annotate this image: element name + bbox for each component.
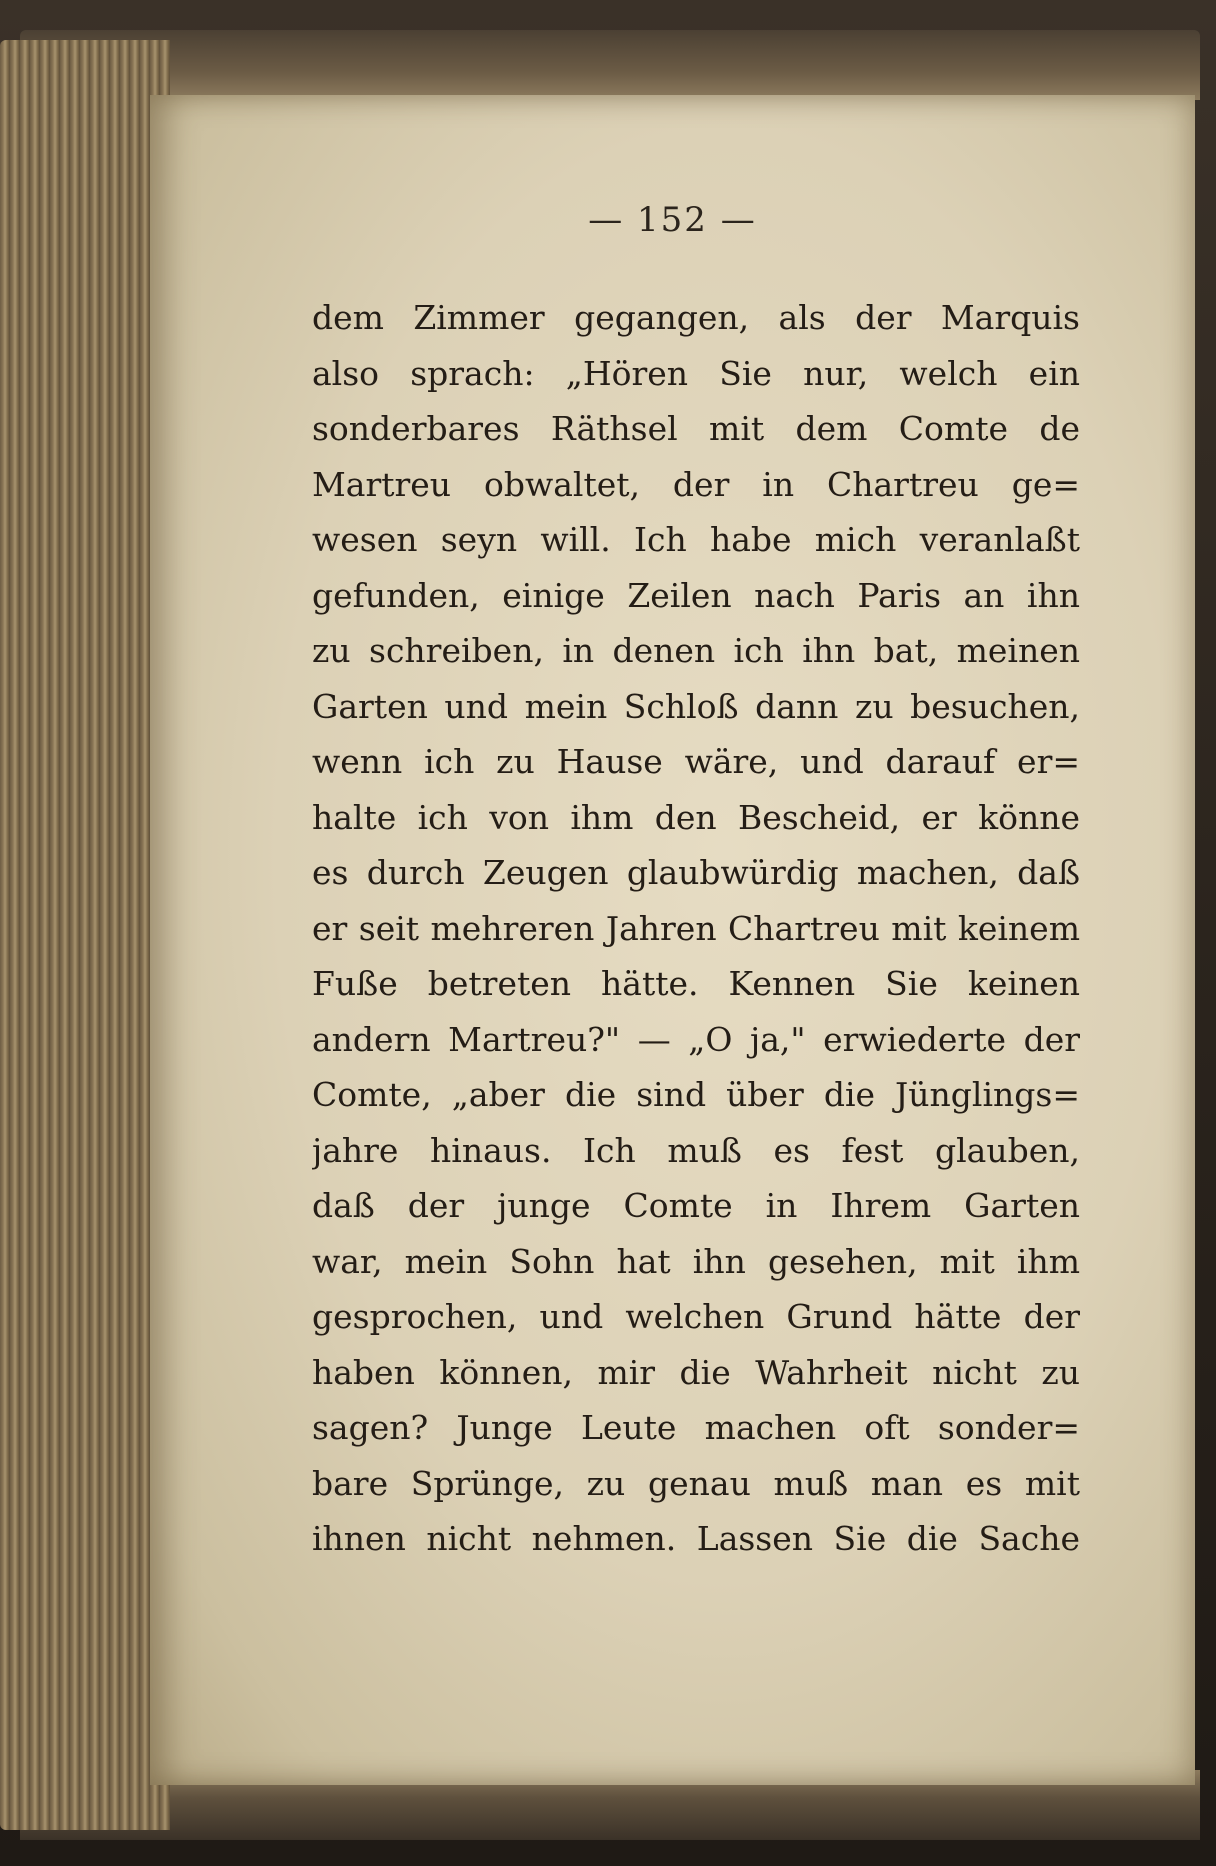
text-line: wesen seyn will. Ich habe mich veranlaßt xyxy=(312,520,1080,559)
text-line: Comte, „aber die sind über die Jünglings= xyxy=(312,1075,1080,1114)
text-line: also sprach: „Hören Sie nur, welch ein xyxy=(312,353,1080,393)
text-line: andern Martreu?" — „O ja," erwiederte der xyxy=(312,1019,1080,1059)
text-line: bare Sprünge, zu genau muß man es mit xyxy=(312,1463,1080,1503)
text-line: gefunden, einige Zeilen nach Paris an ihn xyxy=(312,575,1080,615)
text-line: haben können, mir die Wahrheit nicht zu xyxy=(312,1352,1080,1392)
text-line: dem Zimmer gegangen, als der Marquis xyxy=(312,298,1080,337)
text-line: war, mein Sohn hat ihn gesehen, mit ihm xyxy=(312,1241,1080,1281)
text-line: daß der junge Comte in Ihrem Garten xyxy=(312,1186,1080,1225)
text-line: Garten und mein Schloß dann zu besuchen, xyxy=(312,686,1080,726)
text-line: gesprochen, und welchen Grund hätte der xyxy=(312,1297,1080,1336)
text-line: zu schreiben, in denen ich ihn bat, meinen xyxy=(312,631,1080,670)
text-line: sagen? Junge Leute machen oft sonder= xyxy=(312,1408,1080,1447)
text-line: wenn ich zu Hause wäre, und darauf er= xyxy=(312,742,1080,781)
book-top-edge xyxy=(20,30,1200,100)
text-line: sonderbares Räthsel mit dem Comte de xyxy=(312,409,1080,448)
book-page-edges xyxy=(0,40,170,1830)
text-line: Martreu obwaltet, der in Chartreu ge= xyxy=(312,464,1080,504)
text-line: ihnen nicht nehmen. Lassen Sie die Sache xyxy=(312,1519,1080,1558)
text-line: Fuße betreten hätte. Kennen Sie keinen xyxy=(312,964,1080,1003)
text-line: es durch Zeugen glaubwürdig machen, daß xyxy=(312,853,1080,892)
text-line: jahre hinaus. Ich muß es fest glauben, xyxy=(312,1130,1080,1170)
text-line: halte ich von ihm den Bescheid, er könne xyxy=(312,797,1080,837)
text-line: er seit mehreren Jahren Chartreu mit keinem xyxy=(312,908,1080,948)
page-text xyxy=(312,290,1080,1567)
page-number: — 152 — xyxy=(588,200,757,240)
